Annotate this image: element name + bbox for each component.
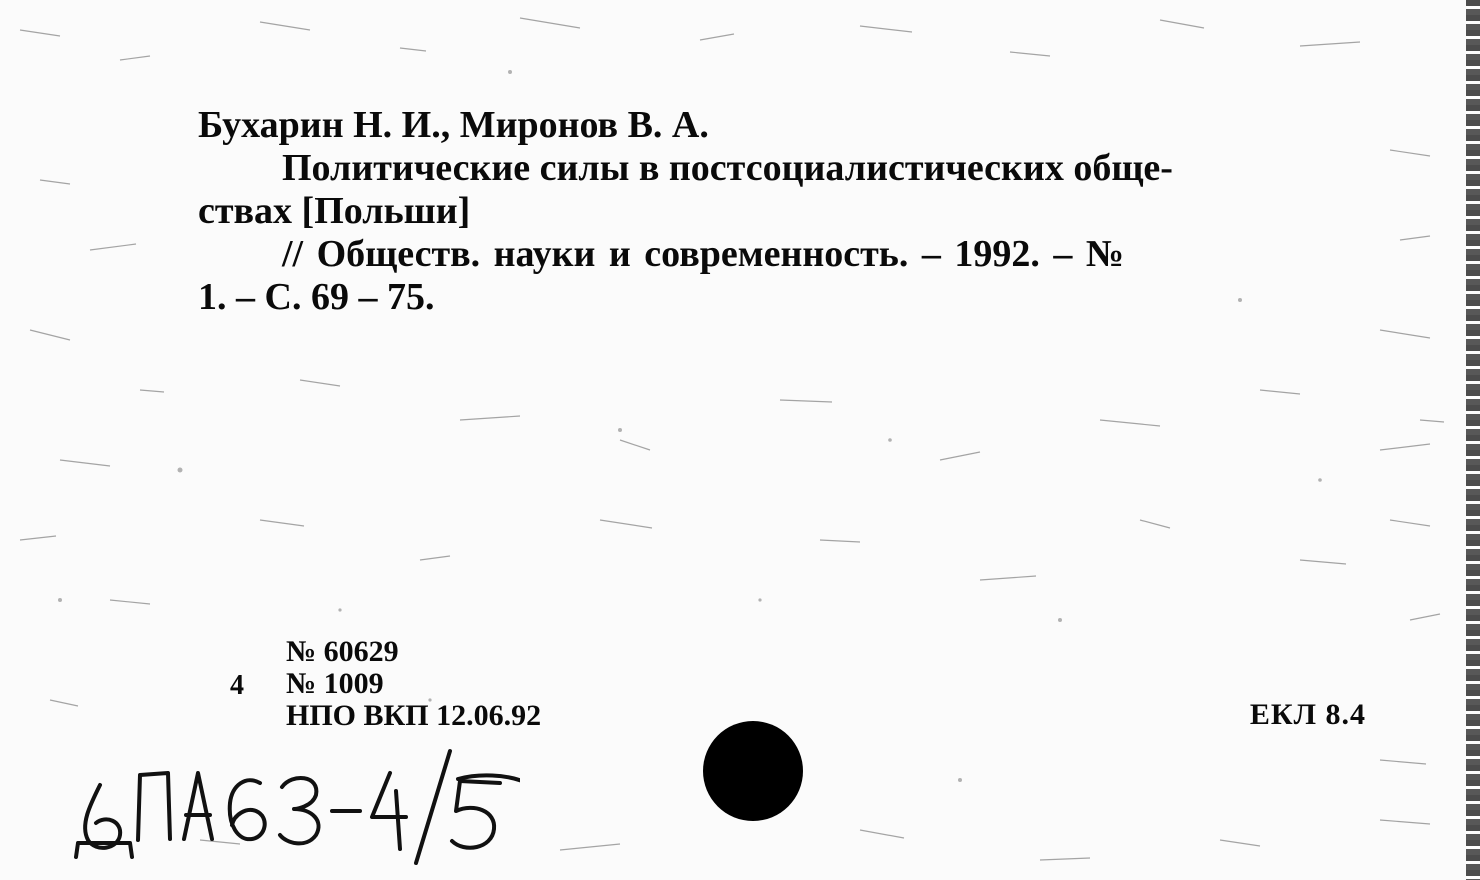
holdings-stamp [286,636,541,732]
accession-number-2: № 1009 [286,667,384,700]
classification-code: ЕКЛ 8.4 [1249,698,1366,731]
handwritten-shelfmark-icon [60,745,520,865]
copy-count: 4 [230,670,244,701]
bibliographic-entry [198,104,1368,319]
card-edge [1466,0,1480,880]
punch-hole [703,721,803,821]
authors-heading: Бухарин Н. И., Миронов В. А. [198,104,709,146]
title-line-2: ствах [Польши] [198,190,471,232]
accession-number-1: № 60629 [286,635,399,668]
title-line-1: Политические силы в постсоциалистических обще- [282,147,1173,189]
library-stamp: НПО ВКП 12.06.92 [286,699,542,732]
source-line-1: // Обществ. науки и современность. – 1992. – № [282,233,1125,275]
source-line-2: 1. – С. 69 – 75. [198,276,435,318]
